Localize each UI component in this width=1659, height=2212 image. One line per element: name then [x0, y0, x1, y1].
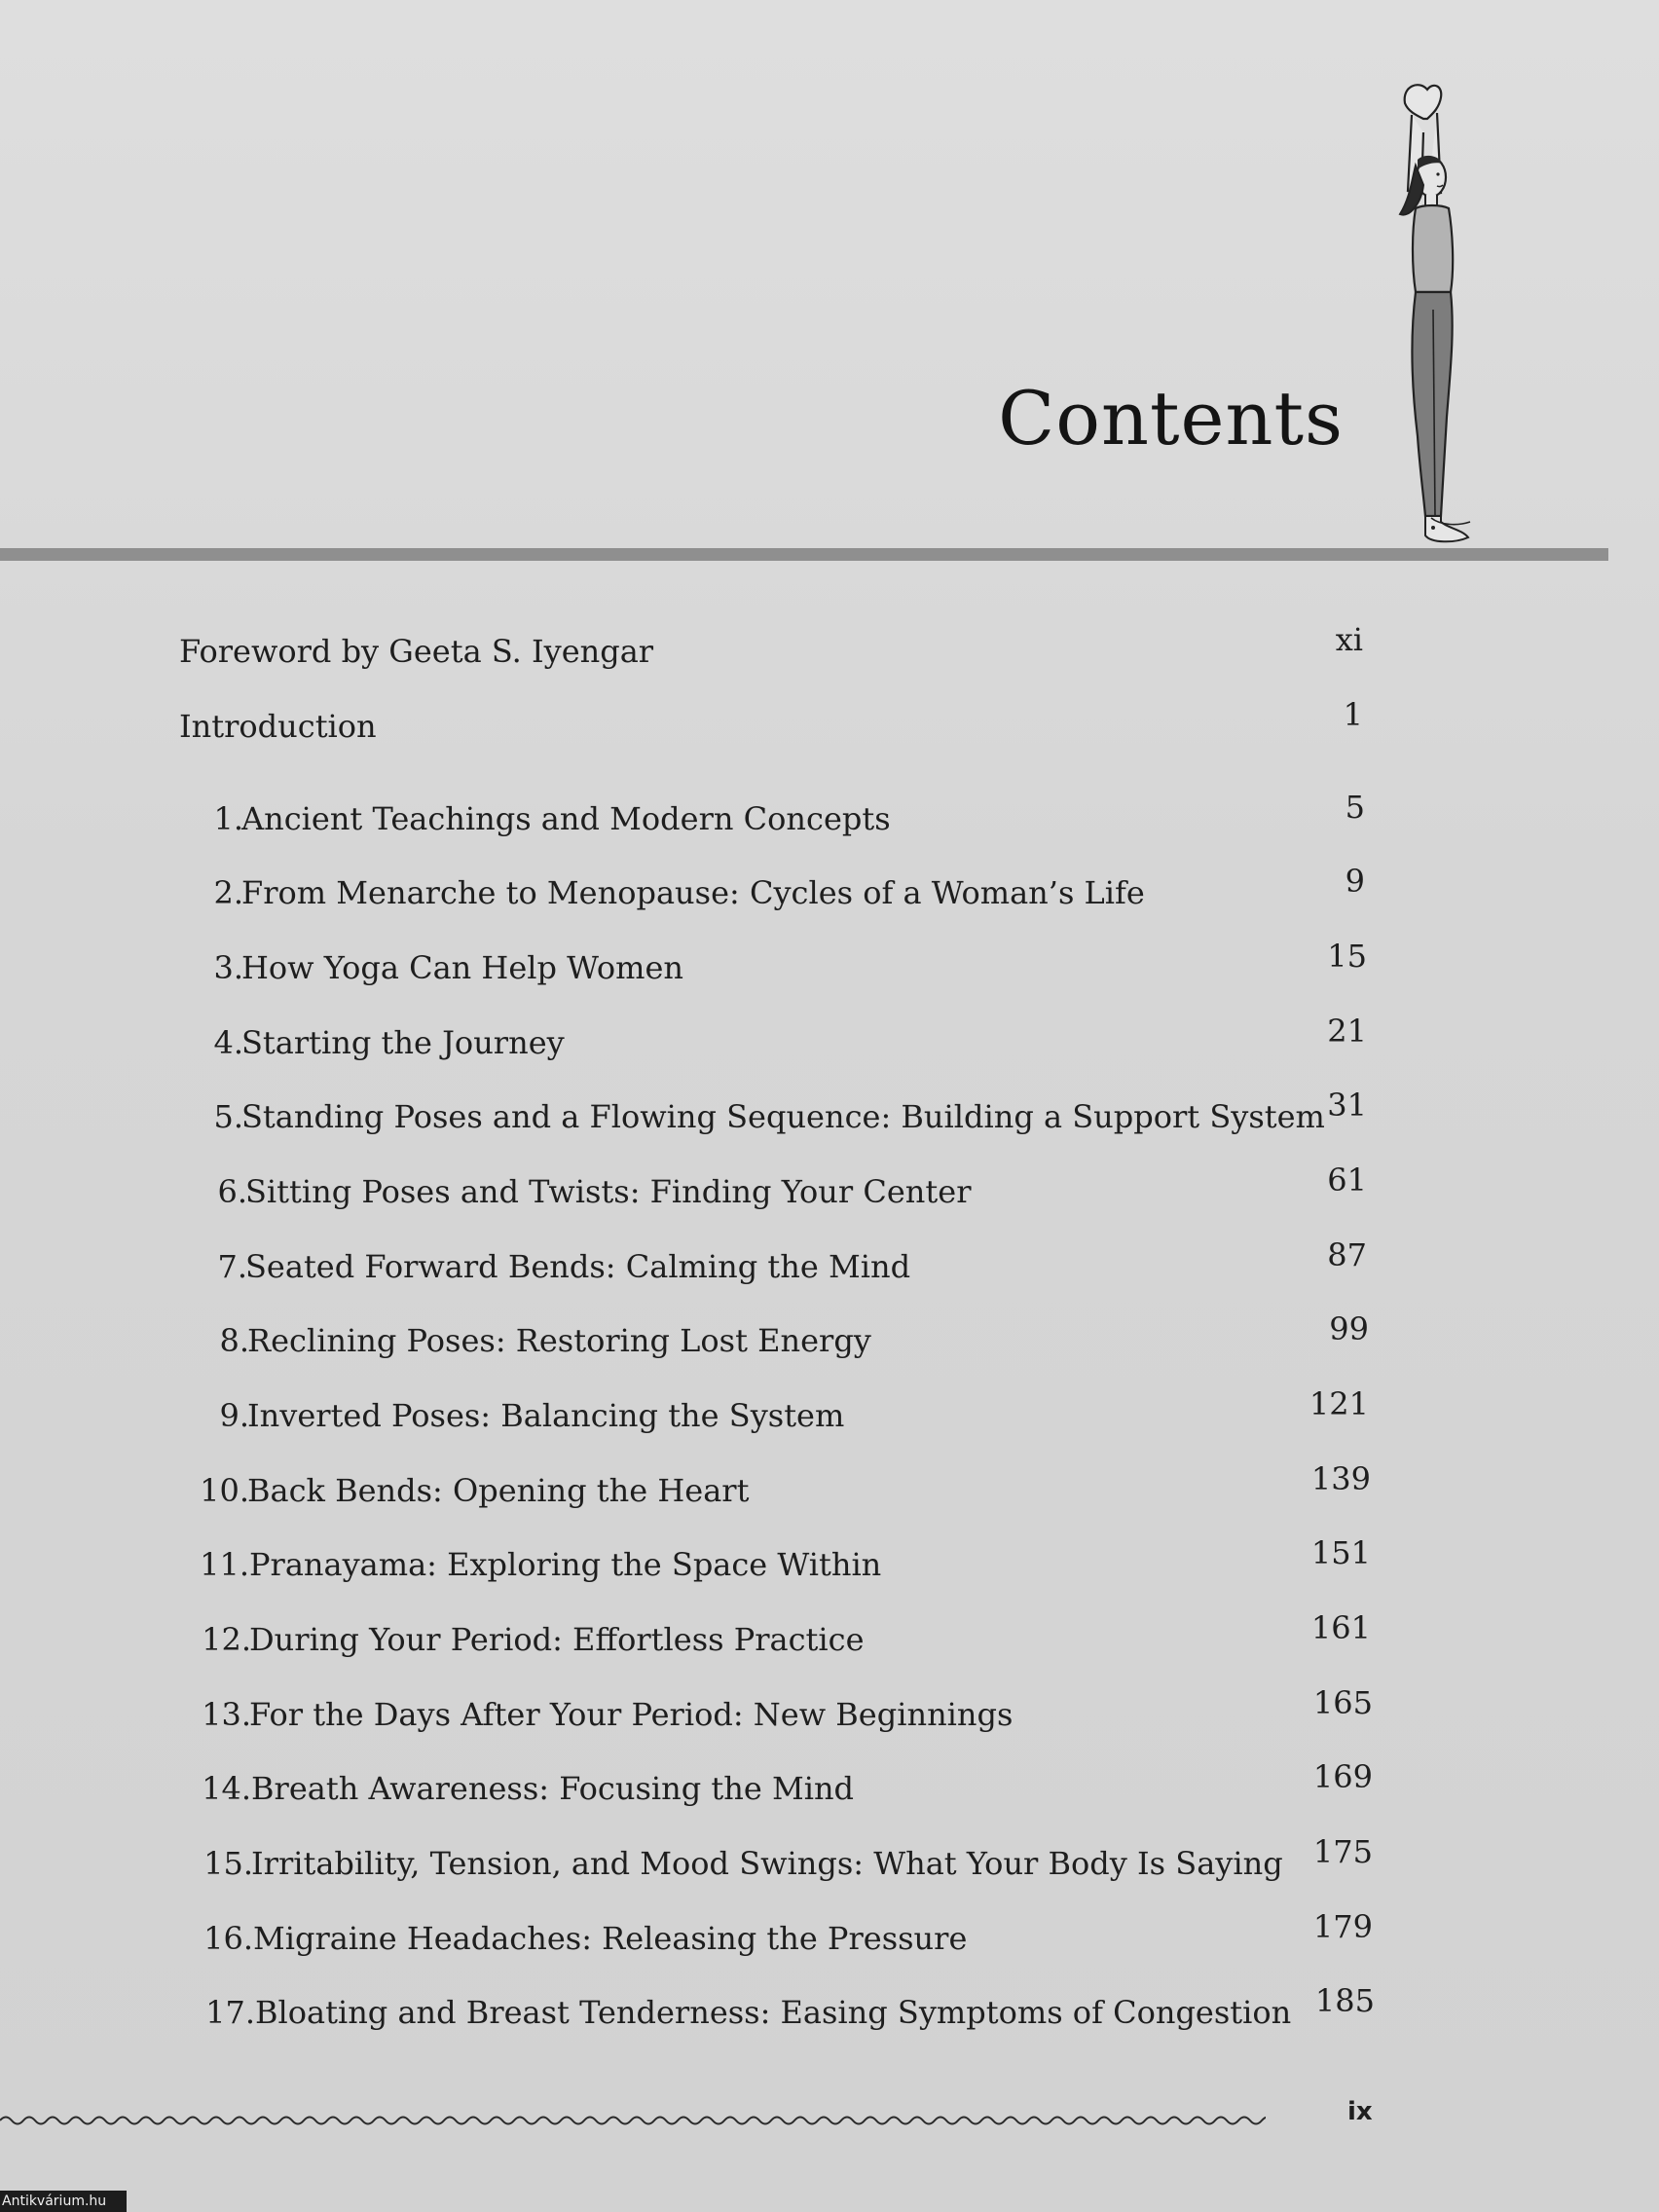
- toc-entry-chapter-4: [175, 1013, 1392, 1071]
- watermark: Antikvárium.hu: [0, 2191, 127, 2212]
- toc-entry-number: 12.: [202, 1621, 251, 1658]
- toc-entry-label: Back Bends: Opening the Heart: [247, 1472, 750, 1509]
- toc-entry-page: 165: [1312, 1684, 1373, 1721]
- toc-entry-chapter-2: [175, 863, 1392, 921]
- toc-entry-page: xi: [1335, 621, 1363, 658]
- toc-entry-label: Reclining Poses: Restoring Lost Energy: [247, 1322, 871, 1359]
- toc-entry-number: 16.: [203, 1920, 253, 1957]
- toc-entry-label: Inverted Poses: Balancing the System: [247, 1397, 845, 1434]
- toc-entry-chapter-13: [175, 1684, 1392, 1743]
- toc-entry-page: 61: [1327, 1161, 1367, 1198]
- toc-entry-page: 21: [1327, 1013, 1367, 1050]
- toc-entry-number: 11.: [200, 1546, 249, 1583]
- toc-entry-page: 169: [1312, 1758, 1373, 1795]
- toc-entry-chapter-7: [175, 1236, 1392, 1295]
- wavy-line-ornament-icon: [0, 2111, 1266, 2130]
- toc-entry-chapter-17: [175, 1982, 1392, 2041]
- toc-entry-number: 6.: [217, 1173, 247, 1210]
- toc-entry-page: 179: [1312, 1908, 1373, 1945]
- toc-entry-foreword: [175, 621, 1392, 680]
- toc-entry-label: From Menarche to Menopause: Cycles of a Woman’s Life: [241, 874, 1145, 911]
- toc-entry-chapter-9: [175, 1385, 1392, 1444]
- toc-entry-chapter-3: [175, 938, 1392, 996]
- toc-entry-chapter-10: [175, 1460, 1392, 1519]
- toc-entry-label: For the Days After Your Period: New Beginnings: [249, 1696, 1014, 1733]
- toc-entry-page: 175: [1312, 1833, 1373, 1870]
- toc-entry-number: 17.: [205, 1994, 255, 2031]
- toc-entry-label: Migraine Headaches: Releasing the Pressure: [253, 1920, 968, 1957]
- toc-entry-page: 9: [1345, 863, 1365, 900]
- toc-entry-page: 185: [1314, 1982, 1375, 2019]
- page-number: ix: [1347, 2097, 1373, 2126]
- toc-entry-chapter-14: [175, 1758, 1392, 1817]
- toc-entry-label: How Yoga Can Help Women: [241, 949, 684, 986]
- toc-entry-label: Bloating and Breast Tenderness: Easing Symptoms of Congestion: [255, 1994, 1292, 2031]
- toc-entry-label: Breath Awareness: Focusing the Mind: [251, 1770, 855, 1807]
- page-title: Contents: [998, 375, 1344, 461]
- toc-entry-label: During Your Period: Effortless Practice: [249, 1621, 865, 1658]
- toc-entry-page: 139: [1310, 1460, 1371, 1497]
- toc-entry-number: 2.: [213, 874, 243, 911]
- toc-entry-page: 121: [1309, 1385, 1369, 1422]
- toc-entry-chapter-12: [175, 1609, 1392, 1668]
- toc-entry-page: 151: [1310, 1534, 1371, 1571]
- toc-entry-number: 5.: [213, 1098, 243, 1135]
- toc-entry-number: 7.: [217, 1248, 247, 1285]
- toc-entry-page: 31: [1327, 1087, 1367, 1124]
- toc-entry-label: Sitting Poses and Twists: Finding Your Center: [245, 1173, 972, 1210]
- toc-entry-chapter-15: [175, 1833, 1392, 1892]
- toc-entry-chapter-11: [175, 1534, 1392, 1593]
- toc-entry-page: 87: [1327, 1236, 1367, 1273]
- toc-entry-number: 3.: [213, 949, 243, 986]
- toc-entry-number: 8.: [219, 1322, 249, 1359]
- toc-entry-number: 14.: [202, 1770, 251, 1807]
- toc-entry-label: Foreword by Geeta S. Iyengar: [179, 633, 654, 670]
- toc-entry-number: 13.: [202, 1696, 251, 1733]
- toc-entry-chapter-16: [175, 1908, 1392, 1967]
- toc-entry-number: 15.: [203, 1845, 253, 1882]
- toc-entry-label: Seated Forward Bends: Calming the Mind: [245, 1248, 911, 1285]
- toc-entry-page: 5: [1345, 789, 1365, 826]
- toc-entry-label: Pranayama: Exploring the Space Within: [249, 1546, 882, 1583]
- toc-entry-page: 161: [1310, 1609, 1371, 1646]
- toc-entry-label: Introduction: [179, 708, 377, 745]
- toc-entry-chapter-5: [175, 1087, 1392, 1145]
- toc-entry-number: 10.: [200, 1472, 249, 1509]
- toc-entry-label: Standing Poses and a Flowing Sequence: Building a Support System: [241, 1098, 1325, 1135]
- toc-entry-chapter-8: [175, 1310, 1392, 1369]
- toc-entry-page: 99: [1329, 1310, 1369, 1347]
- toc-entry-label: Irritability, Tension, and Mood Swings: What Your Body Is Saying: [251, 1845, 1283, 1882]
- toc-entry-number: 1.: [213, 800, 243, 837]
- toc-entry-page: 15: [1327, 938, 1367, 975]
- toc-entry-chapter-6: [175, 1161, 1392, 1220]
- toc-entry-chapter-1: [175, 789, 1392, 847]
- toc-entry-label: Starting the Journey: [241, 1024, 565, 1061]
- toc-entry-introduction: [175, 696, 1392, 755]
- toc-entry-page: 1: [1343, 696, 1363, 733]
- toc-entry-label: Ancient Teachings and Modern Concepts: [241, 800, 891, 837]
- toc-entry-number: 9.: [219, 1397, 249, 1434]
- toc-entry-number: 4.: [213, 1024, 243, 1061]
